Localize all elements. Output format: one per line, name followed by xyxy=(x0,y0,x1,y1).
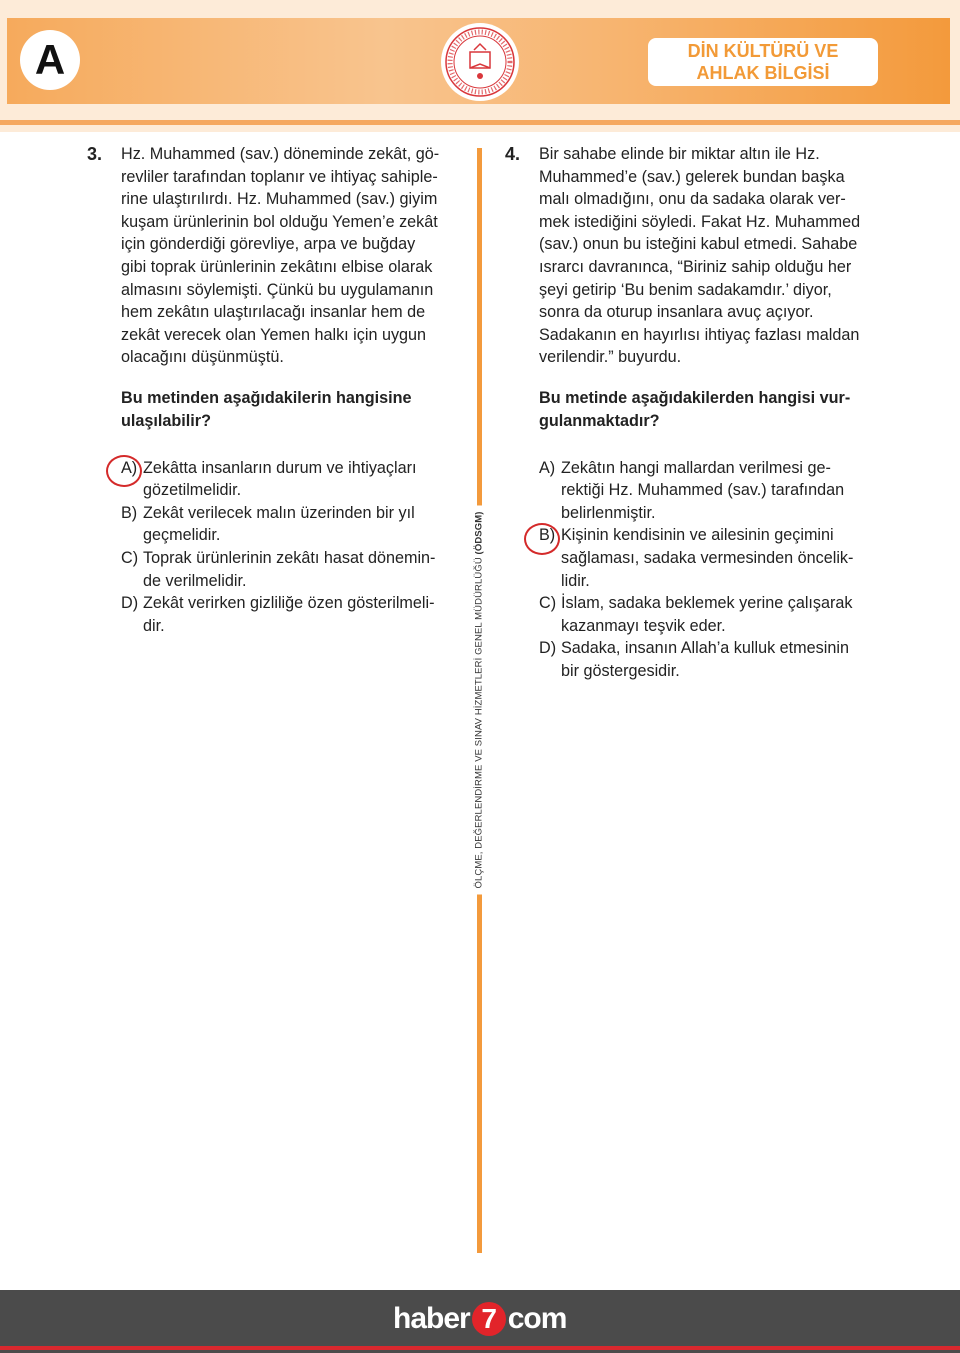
option-line: gözetilmelidir. xyxy=(143,481,242,500)
paragraph-line: verilendir.” buyurdu. xyxy=(539,348,682,367)
paragraph-line: kuşam ürünlerinin bol olduğu Yemen’e zekât xyxy=(121,212,438,231)
logo-seven-badge: 7 xyxy=(472,1302,506,1336)
haber7-logo[interactable] xyxy=(393,1297,566,1341)
paragraph-line: mek istediğini söyledi. Fakat Hz. Muhammed xyxy=(539,212,861,231)
option-label: C) xyxy=(539,594,557,613)
question-number: 4. xyxy=(505,144,521,164)
option-a[interactable] xyxy=(539,457,899,525)
option-line: İslam, sadaka beklemek yerine çalışarak xyxy=(561,594,853,613)
option-line: Zekât verirken gizliliğe özen gösterilmeli- xyxy=(143,594,435,613)
stem-line: Bu metinde aşağıdakilerden hangisi vur- xyxy=(539,389,851,408)
stem-line: ulaşılabilir? xyxy=(121,412,211,431)
option-label: A) xyxy=(121,458,138,477)
option-c[interactable] xyxy=(539,592,899,637)
option-label: D) xyxy=(121,594,139,613)
option-line: geçmelidir. xyxy=(143,526,221,545)
option-line: Toprak ürünlerinin zekâtı hasat dönemin- xyxy=(143,549,436,567)
subject-title xyxy=(648,38,878,86)
paragraph-line: için gönderdiği görevliye, arpa ve buğday xyxy=(121,235,416,254)
question-stem xyxy=(121,387,471,432)
option-line: rektiği Hz. Muhammed (sav.) tarafından xyxy=(561,481,845,500)
stem-line: Bu metinden aşağıdakilerin hangisine xyxy=(121,389,412,408)
option-c[interactable] xyxy=(121,547,471,592)
paragraph-line: şeyi getirip ‘Bu benim sadakamdır.’ diyor, xyxy=(539,280,832,299)
paragraph-line: Hz. Muhammed (sav.) döneminde zekât, gö- xyxy=(121,145,440,163)
logo-text-com: com xyxy=(507,1302,567,1335)
publisher-abbr: (ÖDSGM) xyxy=(473,511,485,555)
paragraph-line: zekât verecek olan Yemen halkı için uygun xyxy=(121,325,427,344)
option-line: belirlenmiştir. xyxy=(561,503,656,522)
paragraph-line: Bir sahabe elinde bir miktar altın ile Hz. xyxy=(539,145,820,163)
option-d[interactable] xyxy=(539,637,899,682)
meb-emblem-icon xyxy=(440,22,520,102)
header-rule xyxy=(0,120,960,125)
question-paragraph xyxy=(539,143,899,369)
question-stem xyxy=(539,387,899,432)
vertical-publisher-note xyxy=(474,506,485,895)
option-line: Kişinin kendisinin ve ailesinin geçimini xyxy=(561,526,834,545)
paragraph-line: malı olmadığını, onu da sadaka olarak ver- xyxy=(539,190,846,209)
option-line: bir göstergesidir. xyxy=(561,661,680,680)
marked-answer-circle-a xyxy=(106,455,142,487)
paragraph-line: rine ulaştırılırdı. Hz. Muhammed (sav.) giyim xyxy=(121,190,438,209)
option-label: B) xyxy=(121,503,138,522)
option-label: B) xyxy=(539,526,556,545)
option-line: dir. xyxy=(143,616,165,635)
option-b[interactable] xyxy=(121,502,471,547)
paragraph-line: almasını söylemişti. Çünkü bu uygulamanın xyxy=(121,280,434,299)
option-line: lidir. xyxy=(561,571,590,590)
option-line: Sadaka, insanın Allah’a kulluk etmesinin xyxy=(561,639,849,658)
option-line: sağlaması, sadaka vermesinden öncelik- xyxy=(561,549,854,567)
paragraph-line: olacağını düşünmüştü. xyxy=(121,348,284,367)
publisher-name: ÖLÇME, DEĞERLENDİRME VE SINAV HİZMETLERİ GENEL MÜDÜRLÜĞÜ xyxy=(473,557,485,889)
paragraph-line: Sadakanın en hayırlısı ihtiyaç fazlası maldan xyxy=(539,325,860,344)
paragraph-line: gibi toprak ürünlerinin zekâtını elbise olarak xyxy=(121,257,433,276)
answer-options xyxy=(539,457,899,683)
subject-title-line2: AHLAK BİLGİSİ xyxy=(696,63,830,83)
option-line: kazanmayı teşvik eder. xyxy=(561,616,726,635)
booklet-letter-badge: A xyxy=(20,30,80,90)
paragraph-line: Muhammed’e (sav.) gelerek bundan başka xyxy=(539,167,845,186)
option-d[interactable] xyxy=(121,592,471,637)
option-line: de verilmelidir. xyxy=(143,571,247,590)
paragraph-line: (sav.) onun bu isteğini kabul etmedi. Sahabe xyxy=(539,235,858,254)
logo-text-haber: haber xyxy=(393,1302,470,1335)
question-paragraph xyxy=(121,143,471,369)
paragraph-line: ısrarcı davranınca, “Biriniz sahip olduğu her xyxy=(539,257,852,276)
stem-line: gulanmaktadır? xyxy=(539,412,660,431)
option-a[interactable] xyxy=(121,457,471,502)
option-label: A) xyxy=(539,458,556,477)
option-line: Zekâtın hangi mallardan verilmesi ge- xyxy=(561,458,831,477)
option-line: Zekât verilecek malın üzerinden bir yıl xyxy=(143,503,415,522)
paragraph-line: hem zekâtın ulaştırılacağı insanlar hem de xyxy=(121,303,426,322)
page-header xyxy=(0,0,960,132)
answer-options xyxy=(121,457,471,638)
paragraph-line: sonra da oturup insanlara avuç açıyor. xyxy=(539,303,814,322)
option-label: D) xyxy=(539,639,557,658)
option-line: Zekâtta insanların durum ve ihtiyaçları xyxy=(143,458,417,477)
option-b[interactable] xyxy=(539,524,899,592)
subject-title-line1: DİN KÜLTÜRÜ VE xyxy=(687,41,839,61)
marked-answer-circle-b xyxy=(524,523,560,555)
question-number: 3. xyxy=(87,144,103,164)
option-label: C) xyxy=(121,549,139,567)
paragraph-line: revliler tarafından toplanır ve ihtiyaç sahiple- xyxy=(121,167,438,186)
footer-accent-line xyxy=(0,1346,960,1350)
